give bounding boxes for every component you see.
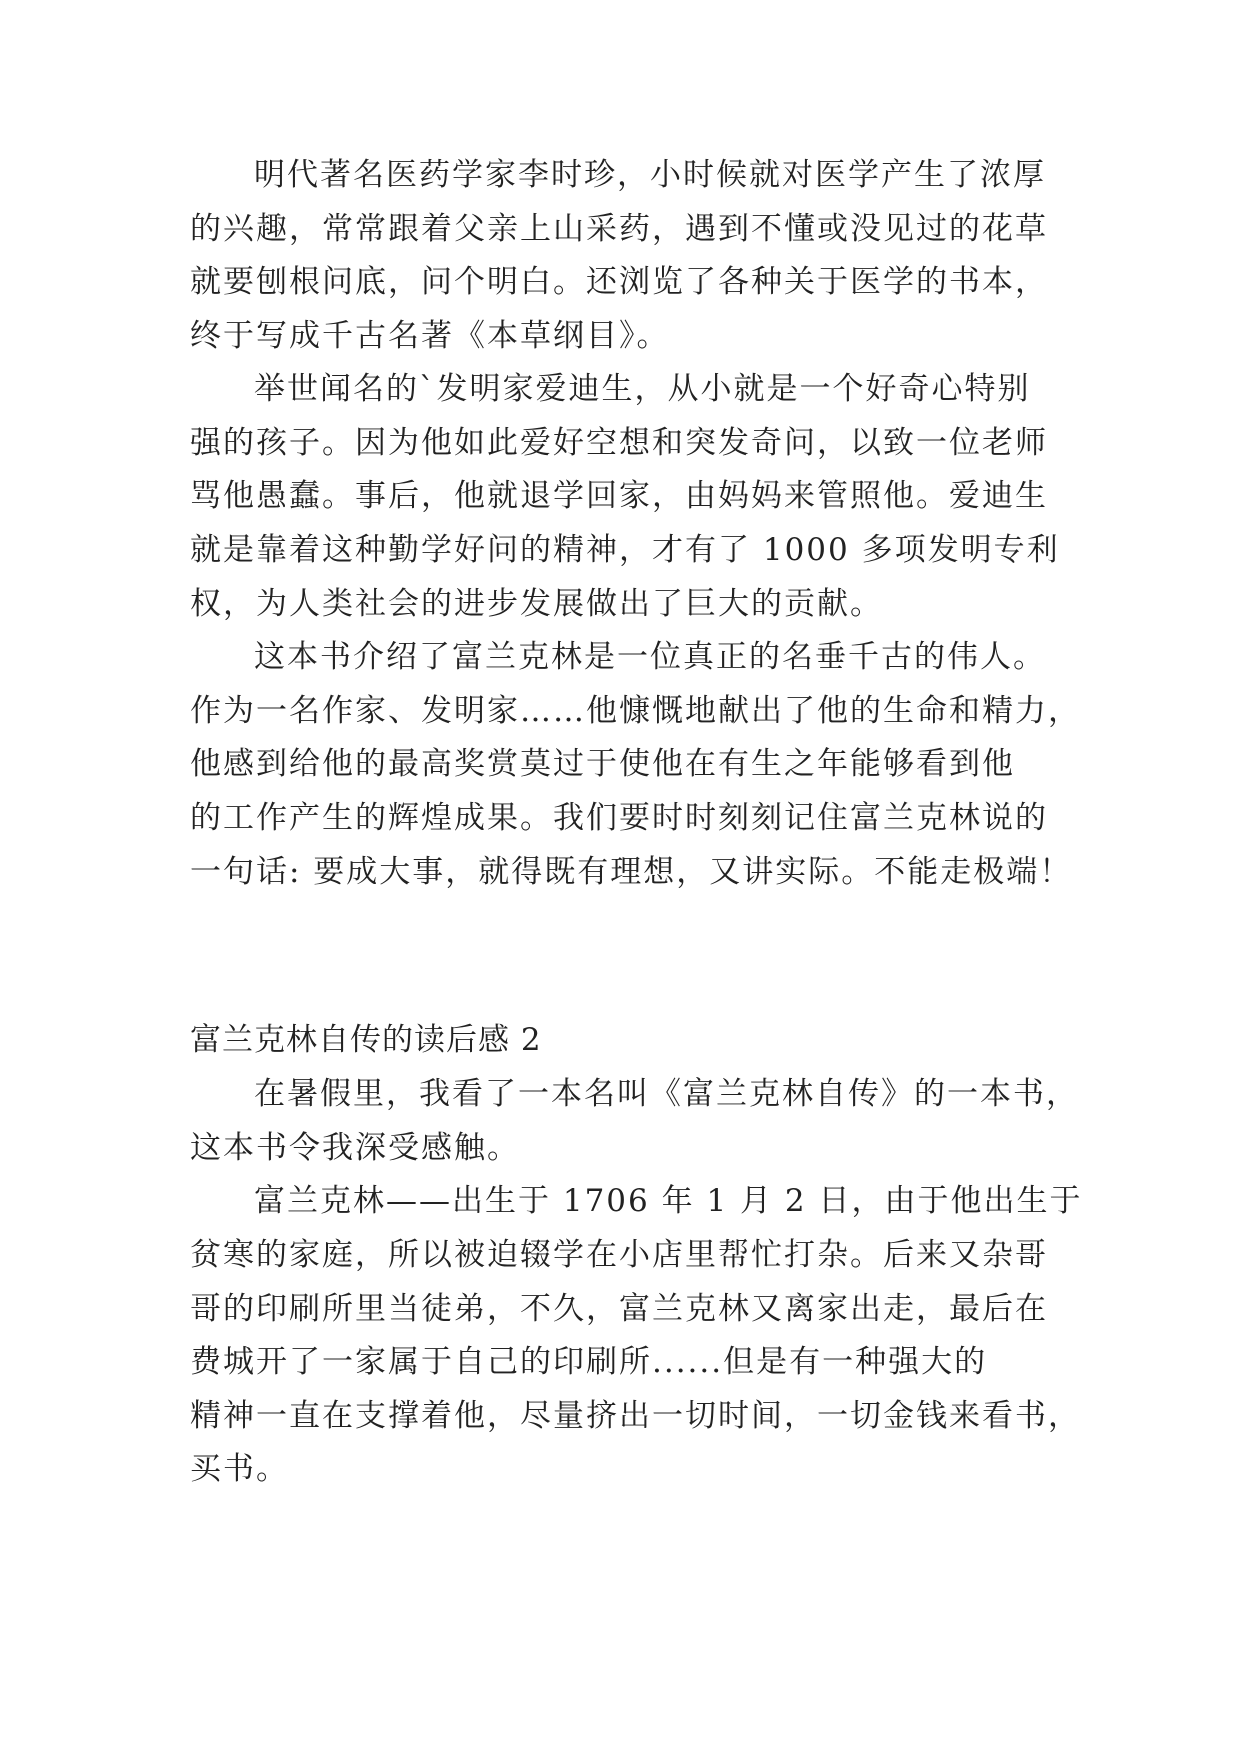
section-title: 富兰克林自传的读后感 2 [190, 1022, 542, 1058]
paragraph-line: 精神一直在支撑着他，尽量挤出一切时间，一切金钱来看书， [190, 1398, 1081, 1434]
paragraph-line: 权，为人类社会的进步发展做出了巨大的贡献。 [190, 586, 883, 622]
paragraph-line: 一句话: 要成大事，就得既有理想，又讲实际。不能走极端！ [190, 854, 1073, 890]
paragraph-line: 明代著名医药学家李时珍，小时候就对医学产生了浓厚 [254, 157, 1046, 193]
paragraph-line: 买书。 [190, 1451, 289, 1487]
paragraph-line: 就是靠着这种勤学好问的精神，才有了 1000 多项发明专利 [190, 532, 1060, 568]
paragraph-line: 他感到给他的最高奖赏莫过于使他在有生之年能够看到他 [190, 746, 1015, 782]
paragraph-line: 这本书介绍了富兰克林是一位真正的名垂千古的伟人。 [254, 639, 1046, 675]
paragraph-line: 富兰克林——出生于 1706 年 1 月 2 日，由于他出生于 [254, 1183, 1083, 1219]
paragraph-line: 作为一名作家、发明家……他慷慨地献出了他的生命和精力， [190, 693, 1081, 729]
paragraph-line: 的工作产生的辉煌成果。我们要时时刻刻记住富兰克林说的 [190, 800, 1048, 836]
paragraph-line: 强的孩子。因为他如此爱好空想和突发奇问，以致一位老师 [190, 425, 1048, 461]
paragraph-line: 就要刨根问底，问个明白。还浏览了各种关于医学的书本， [190, 264, 1048, 300]
paragraph-line: 终于写成千古名著《本草纲目》。 [190, 318, 670, 354]
paragraph-line: 举世闻名的`发明家爱迪生，从小就是一个好奇心特别 [254, 371, 1031, 407]
paragraph-line: 骂他愚蠢。事后，他就退学回家，由妈妈来管照他。爱迪生 [190, 478, 1048, 514]
paragraph-line: 费城开了一家属于自己的印刷所......但是有一种强大的 [190, 1344, 988, 1380]
paragraph-line: 的兴趣，常常跟着父亲上山采药，遇到不懂或没见过的花草 [190, 211, 1048, 247]
paragraph-line: 哥的印刷所里当徒弟，不久，富兰克林又离家出走，最后在 [190, 1291, 1048, 1327]
paragraph-line: 贫寒的家庭，所以被迫辍学在小店里帮忙打杂。后来又杂哥 [190, 1237, 1048, 1273]
paragraph-line: 这本书令我深受感触。 [190, 1130, 520, 1166]
paragraph-line: 在暑假里，我看了一本名叫《富兰克林自传》的一本书， [254, 1076, 1079, 1112]
